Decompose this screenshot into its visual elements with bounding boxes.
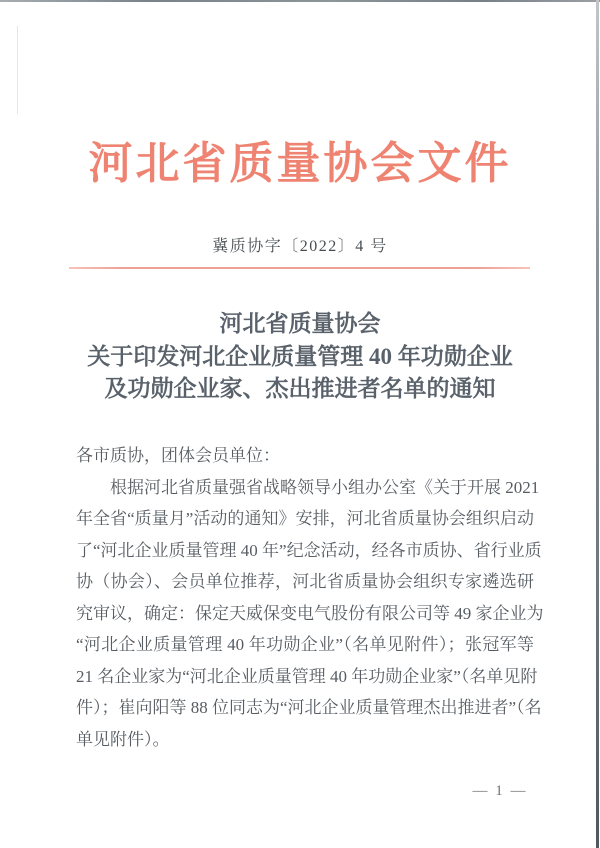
scan-top-edge bbox=[0, 0, 600, 2]
document-title-line: 及功勋企业家、杰出推进者名单的通知 bbox=[104, 376, 496, 401]
page-number: — 1 — bbox=[472, 783, 528, 799]
red-separator-rule bbox=[69, 267, 530, 269]
document-title bbox=[0, 308, 600, 406]
salutation: 各市质协，团体会员单位： bbox=[76, 446, 280, 465]
body-line: 究审议，确定：保定天威保变电气股份有限公司等 49 家企业为 bbox=[76, 603, 544, 623]
document-body bbox=[76, 440, 544, 755]
body-line: 件）；崔向阳等 88 位同志为“河北企业质量管理杰出推进者”（名 bbox=[76, 698, 542, 717]
body-line: 年全省“质量月”活动的通知》安排，河北省质量协会组织启动 bbox=[76, 509, 534, 528]
letterhead-title: 河北省质量协会文件 bbox=[88, 139, 512, 188]
body-line: 了“河北企业质量管理 40 年”纪念活动，经各市质协、省行业质 bbox=[76, 540, 542, 560]
body-line: 21 名企业家为“河北企业质量管理 40 年功勋企业家”（名单见附 bbox=[76, 666, 538, 686]
doc-number: 冀质协字〔2022〕4 号 bbox=[212, 238, 388, 255]
scan-left-artifact bbox=[17, 26, 18, 114]
body-line: 根据河北省质量强省战略领导小组办公室《关于开展 2021 bbox=[110, 477, 540, 497]
scan-right-edge bbox=[596, 0, 599, 848]
body-line: “河北企业质量管理 40 年功勋企业”（名单见附件）；张冠军等 bbox=[76, 635, 534, 654]
body-line: 协（协会）、会员单位推荐，河北省质量协会组织专家遴选研 bbox=[76, 572, 534, 591]
document-title-line: 关于印发河北企业质量管理 40 年功勋企业 bbox=[87, 343, 513, 369]
document-title-line: 河北省质量协会 bbox=[219, 311, 381, 336]
body-line: 单见附件）。 bbox=[76, 729, 170, 749]
